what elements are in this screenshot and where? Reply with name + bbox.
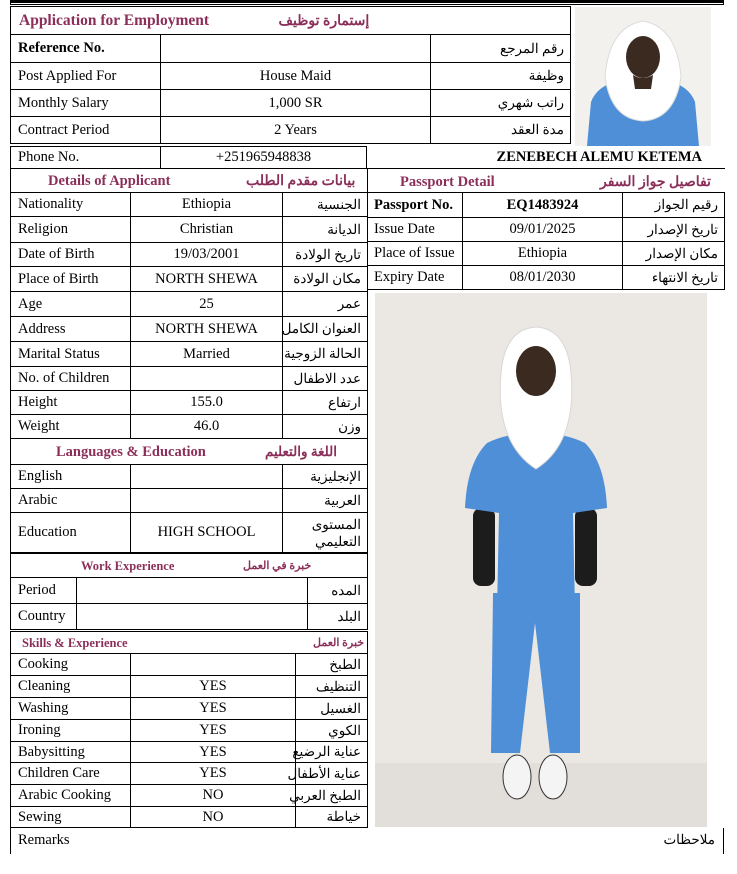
value: YES [131,763,296,785]
value [131,465,283,489]
label-ar: الحالة الزوجية [283,342,368,367]
table-row [11,367,368,391]
label-ar: مدة العقد [431,117,571,144]
label: Passport No. [368,193,463,218]
value: 155.0 [131,391,283,415]
skills-header-en: Skills & Experience [22,636,128,650]
label-ar: المستوى التعليمي [283,513,368,553]
value: 2 Years [161,117,431,144]
label: No. of Children [11,367,131,391]
passport-header-en: Passport Detail [400,174,495,190]
table-row [11,391,368,415]
label: Country [11,604,77,630]
label: Marital Status [11,342,131,367]
label-ar: عناية الأطفال [296,763,368,785]
table-row [368,242,725,266]
label: Education [11,513,131,553]
label: Age [11,292,131,317]
label: Contract Period [11,117,161,144]
top-rule [10,0,724,5]
label: Reference No. [11,35,161,63]
value [161,35,431,63]
label: Religion [11,217,131,243]
value: 25 [131,292,283,317]
value: YES [131,720,296,742]
label-ar: البلد [308,604,368,630]
label-ar: الديانة [283,217,368,243]
label-ar: رقيم الجواز [623,193,725,218]
row-post [11,63,571,90]
value: 46.0 [131,415,283,439]
label-ar: تاريخ الولادة [283,243,368,267]
table-row [11,785,368,807]
value: NO [131,807,296,828]
label: Weight [11,415,131,439]
remarks-row [10,828,724,854]
label: Post Applied For [11,63,161,90]
label-ar: تاريخ الإصدار [623,218,725,242]
value: Ethiopia [131,193,283,217]
title-ar: إستمارة توظيف [278,13,370,29]
title-en: Application for Employment [19,11,210,29]
passport-header-row [368,169,725,193]
full-body-photo [375,293,707,827]
skills-header-row [11,632,368,654]
label: Monthly Salary [11,90,161,117]
table-row [368,193,725,218]
phone-label: Phone No. [11,147,161,169]
label: Arabic [11,489,131,513]
value: YES [131,698,296,720]
value: House Maid [161,63,431,90]
work-header-ar: خبرة في العمل [243,560,312,572]
title-row [11,7,571,35]
value: Ethiopia [463,242,623,266]
table-row [368,266,725,290]
label-ar: العنوان الكامل [283,317,368,342]
label: Place of Issue [368,242,463,266]
remarks-label-ar: ملاحظات [663,832,715,847]
value: Married [131,342,283,367]
value [131,654,296,676]
label-ar: الإنجليزية [283,465,368,489]
label: Height [11,391,131,415]
value: YES [131,676,296,698]
table-row [11,292,368,317]
table-row [11,720,368,742]
label-ar: مكان الولادة [283,267,368,292]
value: 19/03/2001 [131,243,283,267]
value [77,578,308,604]
passport-header-ar: تفاصيل جواز السفر [600,175,711,190]
passport-table [367,168,725,290]
applicant-header-en: Details of Applicant [48,173,171,189]
label: Period [11,578,77,604]
value: 1,000 SR [161,90,431,117]
header-table [10,6,571,144]
label-ar: رقم المرجع [431,35,571,63]
label-ar: المده [308,578,368,604]
table-row [11,698,368,720]
value [77,604,308,630]
label-ar: خياطة [296,807,368,828]
label-ar: عدد الاطفال [283,367,368,391]
label: Ironing [11,720,131,742]
table-row [11,217,368,243]
skills-table [10,631,368,828]
label-ar: التنظيف [296,676,368,698]
label: Arabic Cooking [11,785,131,807]
remarks-label: Remarks [18,832,70,848]
label: Issue Date [368,218,463,242]
table-row [11,604,368,630]
label-ar: العربية [283,489,368,513]
label-ar: راتب شهري [431,90,571,117]
label-ar: الكوي [296,720,368,742]
table-row [11,513,368,553]
label-ar: ارتفاع [283,391,368,415]
skills-header-ar: خبرة العمل [313,637,365,649]
value: 09/01/2025 [463,218,623,242]
languages-header-row [11,439,368,465]
languages-header-ar: اللغة والتعليم [265,444,337,459]
label-ar: وزن [283,415,368,439]
table-row [11,489,368,513]
label-ar: الجنسية [283,193,368,217]
table-row [11,267,368,292]
table-row [11,763,368,785]
value [131,489,283,513]
table-row [11,676,368,698]
table-row [11,415,368,439]
table-row [11,342,368,367]
work-header-en: Work Experience [81,559,175,573]
label: English [11,465,131,489]
table-row [368,218,725,242]
row-salary [11,90,571,117]
value: YES [131,742,296,763]
phone-table [10,146,367,169]
label: Nationality [11,193,131,217]
label-ar: عمر [283,292,368,317]
value: NORTH SHEWA [131,267,283,292]
phone-value: +251965948838 [161,147,367,169]
portrait-image [575,7,711,146]
label-ar: الغسيل [296,698,368,720]
table-row [11,193,368,217]
label: Sewing [11,807,131,828]
value [131,367,283,391]
label-ar: تاريخ الانتهاء [623,266,725,290]
table-row [11,654,368,676]
work-table [10,553,368,630]
label: Expiry Date [368,266,463,290]
applicant-header-row [11,169,368,193]
table-row [11,742,368,763]
value: NORTH SHEWA [131,317,283,342]
work-header-row [11,554,368,578]
applicant-name: ZENEBECH ALEMU KETEMA [496,149,702,165]
table-row [11,317,368,342]
label-ar: عناية الرضيع [296,742,368,763]
full-body-image [375,293,707,827]
applicant-table [10,168,368,553]
label: Cooking [11,654,131,676]
label: Place of Birth [11,267,131,292]
value: Christian [131,217,283,243]
label-ar: الطبخ [296,654,368,676]
value: 08/01/2030 [463,266,623,290]
table-row [11,578,368,604]
row-contract [11,117,571,144]
languages-header-en: Languages & Education [56,444,206,460]
label-ar: مكان الإصدار [623,242,725,266]
value: EQ1483924 [463,193,623,218]
row-reference [11,35,571,63]
label: Babysitting [11,742,131,763]
label: Washing [11,698,131,720]
applicant-header-ar: بيانات مقدم الطلب [246,174,356,189]
table-row [11,465,368,489]
value: NO [131,785,296,807]
label-ar: الطبخ العربي [296,785,368,807]
table-row [11,807,368,828]
label: Children Care [11,763,131,785]
portrait-photo [575,7,711,146]
label-ar: وظيفة [431,63,571,90]
table-row [11,243,368,267]
label: Address [11,317,131,342]
label: Date of Birth [11,243,131,267]
label: Cleaning [11,676,131,698]
value: HIGH SCHOOL [131,513,283,553]
